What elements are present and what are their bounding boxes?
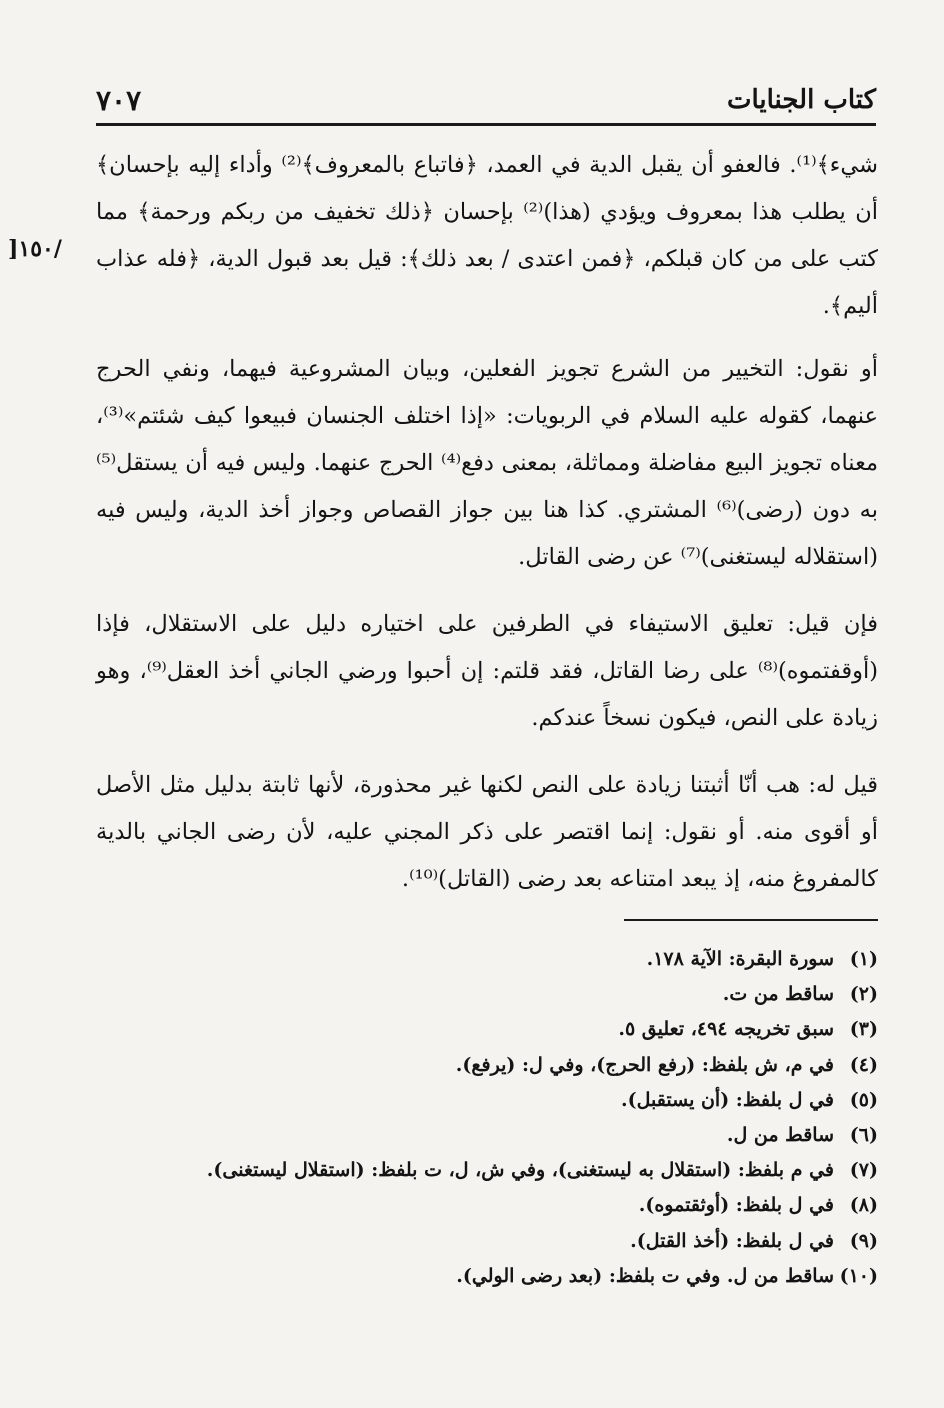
footnote-number: (١٠): [839, 1264, 878, 1287]
footnote-text: ساقط من ل.: [726, 1124, 834, 1147]
footnote-text: سبق تخريجه ٤٩٤، تعليق ٥.: [618, 1018, 834, 1041]
footnote: [96, 1012, 878, 1047]
footnote-number: (٣): [849, 1018, 878, 1041]
footnote: [96, 977, 878, 1012]
footnote: [96, 1153, 878, 1188]
footnote-text: ساقط من ت.: [722, 983, 834, 1006]
paragraph: شيء﴾⁽¹⁾. فالعفو أن يقبل الدية في العمد، ﴿فاتباع بالمعروف﴾⁽²⁾ وأداء إليه بإحسان﴾ أن يطلب هذا بمعروف ويؤدي (هذا)⁽²⁾ بإحسان ﴿ذلك تخفيف من ربكم ورحمة﴾ مما كتب على من كان قبلكم، ﴿فمن اعتدى / بعد ذلك﴾: قيل بعد قبول الدية، ﴿فله عذاب أليم﴾.: [96, 152, 879, 319]
footnote-number: (٥): [849, 1088, 878, 1111]
paragraph: قيل له: هب أنّا أثبتنا زيادة على النص لكنها غير محذورة، لأنها ثابتة بدليل مثل الأصل أو أقوى منه. أو نقول: إنما اقتصر على ذكر المجني عليه، لأن رضى الجاني بالدية كالمفروغ منه، إذ يبعد امتناعه بعد رضى (القاتل)⁽¹⁰⁾.: [96, 772, 878, 892]
footnote: [96, 1118, 878, 1153]
footnote-text: في ل بلفظ: (أوثقتموه).: [638, 1194, 834, 1217]
footnote-text: سورة البقرة: الآية ١٧٨.: [646, 948, 834, 970]
footnote-number: (١): [849, 948, 878, 970]
footnote-number: (٩): [849, 1229, 878, 1252]
footnotes: [96, 942, 878, 1294]
page-number: ٧٠٧: [96, 83, 142, 117]
footnote-text: في ل بلفظ: (أن يستقبل).: [621, 1088, 834, 1111]
footnote-text: في ل بلفظ: (أخذ القتل).: [630, 1229, 834, 1252]
margin-page-reference: /١٥٠[: [8, 236, 62, 262]
footnote-number: (٨): [849, 1194, 878, 1217]
footnote-text: في م بلفظ: (استقلال به ليستغنى)، وفي ش، ل، ت بلفظ: (استقلال ليستغنى).: [206, 1159, 834, 1182]
footnote-number: (٢): [849, 983, 878, 1006]
footnote: [96, 1188, 878, 1223]
footnote-text: ساقط من ل. وفي ت بلفظ: (بعد رضى الولي).: [456, 1264, 834, 1287]
footnote-number: (٦): [849, 1124, 878, 1147]
running-title: كتاب الجنايات: [726, 85, 876, 115]
footnote: [96, 942, 878, 977]
paragraph: أو نقول: التخيير من الشرع تجويز الفعلين، وبيان المشروعية فيهما، ونفي الحرج عنهما، كقوله عليه السلام في الربويات: «إذا اختلف الجنسان فبيعوا كيف شئتم»⁽³⁾، معناه تجويز البيع مفاضلة ومماثلة، بمعنى دفع⁽⁴⁾ الحرج عنهما. وليس فيه أن يستقل⁽⁵⁾ به دون (رضى)⁽⁶⁾ المشتري. كذا هنا بين جواز القصاص وجواز أخذ الدية، وليس فيه (استقلاله ليستغنى)⁽⁷⁾ عن رضى القاتل.: [96, 356, 878, 570]
page-header: [96, 78, 876, 122]
main-text: [96, 142, 878, 923]
header-rule: [96, 123, 876, 126]
footnote: [96, 1224, 878, 1259]
footnote-number: (٤): [849, 1053, 878, 1076]
paragraph: فإن قيل: تعليق الاستيفاء في الطرفين على اختياره دليل على الاستقلال، فإذا (أوقفتموه)⁽⁸⁾ على رضا القاتل، فقد قلتم: إن أحبوا ورضي الجاني أخذ العقل⁽⁹⁾، وهو زيادة على النص، فيكون نسخاً عندكم.: [96, 611, 878, 731]
footnote: [96, 1048, 878, 1083]
footnote-number: (٧): [849, 1159, 878, 1182]
footnote: [96, 1259, 878, 1294]
footnote-separator: [624, 919, 878, 921]
footnote: [96, 1083, 878, 1118]
footnote-text: في م، ش بلفظ: (رفع الحرج)، وفي ل: (يرفع).: [455, 1053, 834, 1076]
